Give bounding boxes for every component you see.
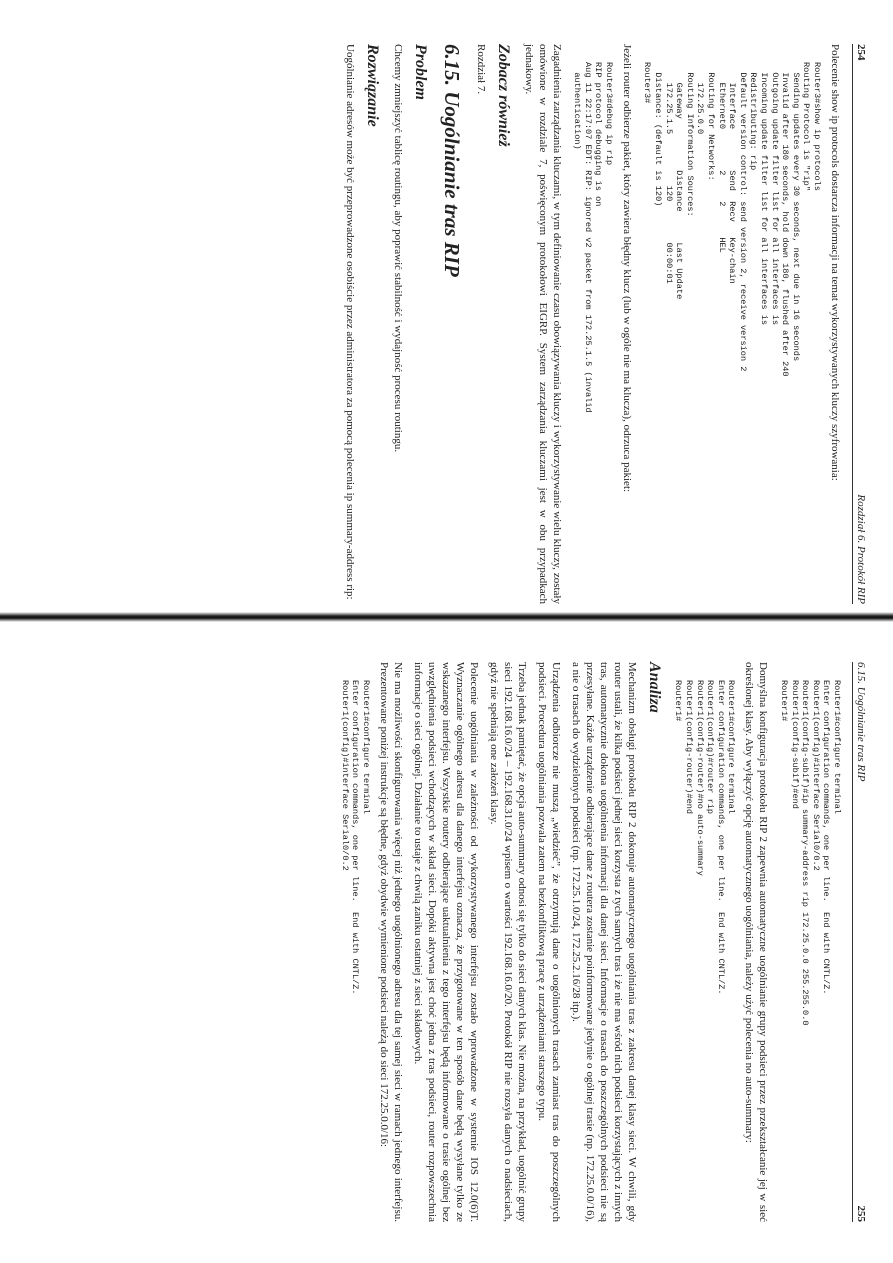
code-listing: Router3#show ip protocols Routing Protocol is "rip" Sending updates every 30 seconds, next due in 16 seconds Invalid after 180 seconds, hold down 180, flushed after 240 Outgoing update filter list for all interfaces is Incoming update filter list for all interfaces is Redistributing: rip Default version control: send version 2, receive version 2 Interface Send Recv Key-chain Ethernet0 2 2 HEL Routing for Networks: 172.25.0.0 Routing Information Sources: Gateway Distance Last Update 172.25.1.5 120 00:00:01 Distance: (default is 120) Router3# bbox=[642, 62, 822, 377]
paragraph: Mechanizm obsługi protokołu RIP 2 dokonuje automatycznego uogólniania tras z zakresu danej klasy sieci. W chwili, gdy router ustali, że kilka podsieci jednej sieci korzysta z tych samych tras i że nie ma wśród nich podsieci korzystających z innych tras, automatycznie dokona uogólnienia informacji dla danej sieci. Informacje o trasach do poszczególnych podsieci nie są przesyłane. Każde urządzenie odbierające dane z routera zostanie poinformowane jedynie o ogólnej trasie (np. 172.25.0.0/16), a nie o trasach do wydzielonych podsieci (np. 172.25.1.0/24, 172.25.2.16/28 itp.). bbox=[569, 662, 638, 1222]
page-number: 254 bbox=[855, 44, 867, 61]
paragraph: Urządzenia odbiorcze nie muszą „wiedzieć”, że otrzymują dane o uogólnionych trasach zamiast tras do poszczególnych podsieci. Procedura uogólniania pozwala zatem na bezkonfliktową pracę z urządzeniami starszego typu. bbox=[535, 662, 562, 1222]
analysis-heading: Analiza bbox=[645, 662, 663, 713]
section-heading: 6.15. Uogólnianie tras RIP bbox=[439, 44, 464, 277]
see-also-text: Rozdział 7. bbox=[474, 44, 487, 95]
paragraph: Nie ma możliwości skonfigurowania więcej niż jednego uogólnionego adresu dla tej samej sieci w ramach jednego interfejsu. Prezentowane poniżej instrukcje są błędne, gdyż obydwie wymienione podsieci należą do sieci 172.25.0.0/16: bbox=[377, 662, 404, 1222]
running-head: Rozdział 6. Protokół RIP bbox=[855, 494, 867, 604]
page-255 bbox=[47, 662, 867, 1222]
problem-text: Chcemy zmniejszyć tablicę routingu, aby poprawić stabilność i wydajność procesu routingu. bbox=[391, 44, 404, 453]
page-254 bbox=[47, 44, 867, 604]
paragraph: Polecenie show ip protocols dostarcza informacji na temat wykorzystywanych kluczy szyfrowania: bbox=[829, 44, 841, 481]
paragraph: Domyślna konfiguracja protokołu RIP 2 zapewnia automatyczne uogólnianie grupy podsieci przez przekształcanie jej w sieć określonej klasy. Aby wyłączyć opcję automatycznego uogólniania, należy użyć polecenia no auto-summary: bbox=[743, 662, 770, 1222]
solution-heading: Rozwiązanie bbox=[363, 44, 381, 127]
running-header bbox=[852, 662, 867, 1222]
code-listing: Router1#configure terminal Enter configuration commands, one per line. End with CNTL/Z. Router1(config)#interface Serial0/0.2 Router1(config-subif)#ip summary-address rip 172.25.0.0 255.255.0.0 Router1(config-subif)#end Router1# bbox=[779, 680, 842, 1026]
solution-text: Uogólnianie adresów może być przeprowadzone osobiście przez administratora za pomocą polecenia ip summary-address rip: bbox=[343, 44, 356, 600]
code-listing: Router1#configure terminal Enter configuration commands, one per line. End with CNTL/Z. Router1(config)#interface Serial0/0.2 bbox=[339, 680, 371, 995]
running-head: 6.15. Uogólnianie tras RIP bbox=[855, 662, 867, 782]
problem-heading: Problem bbox=[411, 44, 429, 100]
page-number: 255 bbox=[855, 1205, 867, 1222]
see-also-heading: Zobacz również bbox=[494, 44, 512, 147]
paragraph: Zagadnienia zarządzania kluczami, w tym definiowanie czasu obowiązywania kluczy i wykorzystywanie wielu kluczy, zostały omówione w rozdziale 7, poświęconym protokołowi EIGRP. System zarządzania kluczami jest w obu przypadkach jednakowy. bbox=[522, 44, 563, 604]
code-listing: Router1#configure terminal Enter configuration commands, one per line. End with CNTL/Z. Router1(config)#router rip Router1(config-router)#no auto-summary Router1(config-router)#end Router1# bbox=[673, 680, 737, 995]
paragraph: Polecenie uogólniania w zależności od wykorzystywanego interfejsu zostało wprowadzone w systemie IOS 12.0(6)T. Wyznaczanie ogólnego adresu dla danego interfejsu oznacza, że przygotowane w ten sposób dane będą wysyłane tylko ze wskazanego interfejsu. Wszystkie routery odbierające uaktualnienia z tego interfejsu będą informowane o trasie ogólnej bez uwzględnienia podsieci wchodzących w skład sieci. Dopóki aktywna jest choć jedna z tras podsieci, router rozpowszechnia informacje o sieci ogólnej. Działanie to ustaje z chwilą zaniku ostatniej z sieci składowych. bbox=[411, 662, 480, 1222]
page-fold-divider bbox=[0, 612, 893, 622]
paragraph: Trzeba jednak pamiętać, że opcja auto-summary odnosi się tylko do sieci danych klas. Nie można, na przykład, uogólnić grupy sieci 192.168.16.0/24 – 192.168.31.0/24 wpisem o wartości 192.168.16.0/20. Protokół RIP nie rozsyła danych o nadsieciach, gdyż nie spełniają one założeń klasy. bbox=[487, 662, 528, 1222]
code-listing: Router3#debug ip rip RIP protocol debugging is on Aug 11 22:17:07 EDT: RIP: ignored v2 packet from 172.25.1.5 (invalid authentication) bbox=[572, 62, 614, 413]
running-header bbox=[852, 44, 867, 604]
paragraph: Jeżeli router odbierze pakiet, który zawiera błędny klucz (lub w ogóle nie ma klucza), odrzuca pakiet: bbox=[620, 44, 633, 493]
